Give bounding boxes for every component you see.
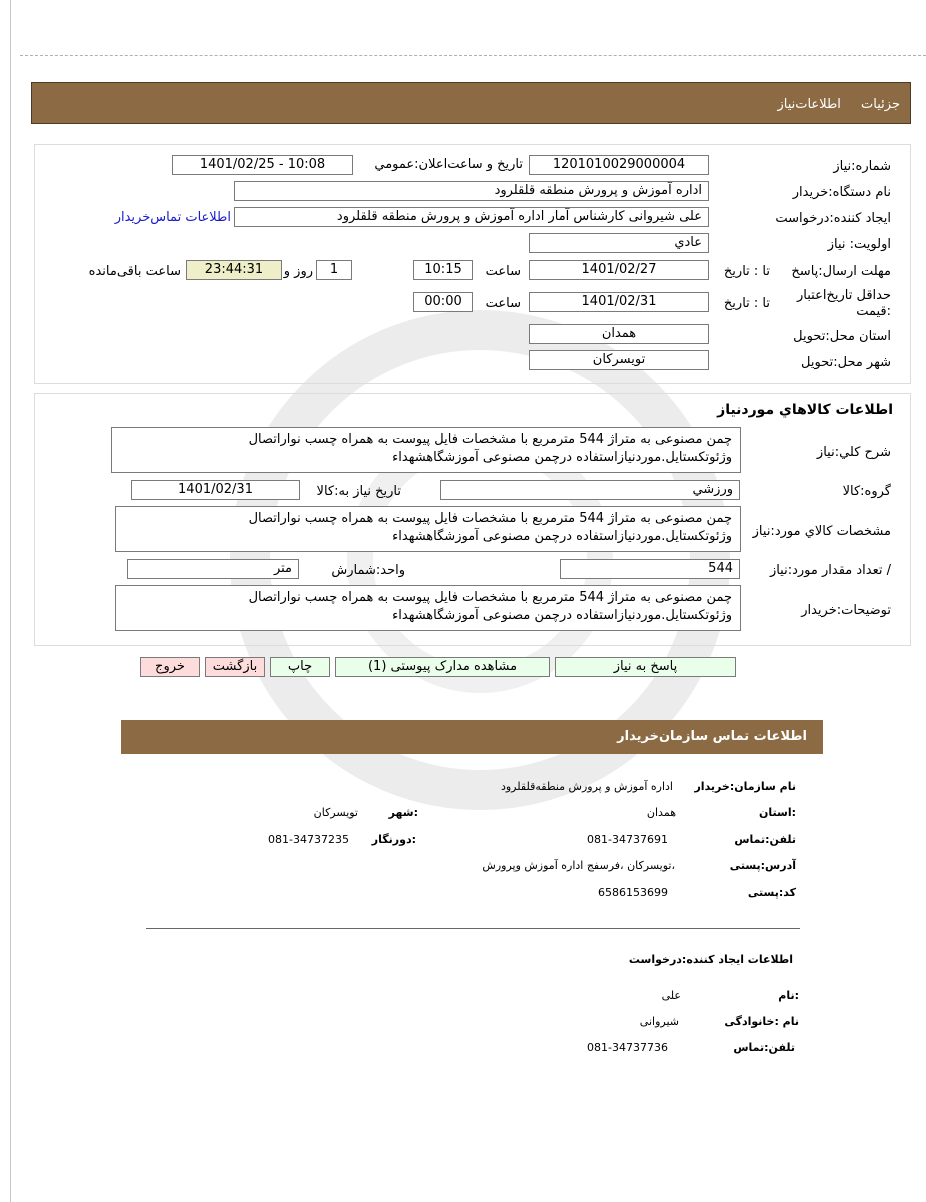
creator-label: ایجاد کننده:درخواست xyxy=(775,211,891,226)
postal-value: 6586153699 xyxy=(598,886,668,899)
attachments-button[interactable]: مشاهده مدارک پیوستی (1) xyxy=(335,657,550,677)
contact-province-label: :استان xyxy=(759,806,796,819)
tab-details[interactable]: جزئیات xyxy=(861,97,900,112)
buyer-notes-field: چمن مصنوعی به متراژ 544 مترمربع با مشخصات فایل پیوست به همراه چسب نواراتصال وژئوتکستایل.موردنیازاستفاده درچمن مصنوعی آموزشگاهشهداء xyxy=(115,585,741,631)
requester-phone-value: 081-34737736 xyxy=(587,1041,668,1054)
buyer-field: اداره آموزش و پرورش منطقه قلقلرود xyxy=(234,181,709,201)
deadline-date-field: 1401/02/27 xyxy=(529,260,709,280)
validity-label: حداقل تاریخ‌اعتبار :قیمت xyxy=(797,288,891,319)
announce-field: 1401/02/25 - 10:08 xyxy=(172,155,353,175)
org-label: نام سازمان:خریدار xyxy=(694,780,796,793)
requester-section-title: اطلاعات ایجاد کننده:درخواست xyxy=(628,953,793,966)
left-border-line xyxy=(10,0,11,1202)
deadline-label: مهلت ارسال:پاسخ xyxy=(791,264,891,279)
unit-field: متر xyxy=(127,559,299,579)
requester-name-label: :نام xyxy=(778,989,799,1002)
validity-to-date-label: تا : تاریخ xyxy=(723,296,770,311)
spec-label: مشخصات کالاي مورد:نیاز xyxy=(752,524,891,539)
section-divider xyxy=(146,928,800,929)
address-label: آدرس:پستی xyxy=(729,859,796,872)
requester-phone-label: تلفن:تماس xyxy=(733,1041,795,1054)
qty-field: 544 xyxy=(560,559,740,579)
general-desc-label: شرح کلي:نیاز xyxy=(816,445,891,460)
print-button[interactable]: چاپ xyxy=(270,657,330,677)
address-value: ،تویسرکان ،فرسفج اداره آموزش وپرورش xyxy=(482,859,675,872)
need-date-label: تاریخ نیاز به:کالا xyxy=(316,484,401,499)
contact-phone-label: تلفن:تماس xyxy=(734,833,796,846)
back-button[interactable]: بازگشت xyxy=(205,657,265,677)
remaining-time-field: 23:44:31 xyxy=(186,260,282,280)
group-field: ورزشي xyxy=(440,480,740,500)
exit-button[interactable]: خروج xyxy=(140,657,200,677)
fax-value: 081-34737235 xyxy=(268,833,349,846)
org-value: اداره آموزش و پرورش منطقه‌قلقلرود xyxy=(500,780,673,793)
validity-time-label: ساعت xyxy=(485,296,521,311)
goods-section-title: اطلاعات کالاهاي موردنیاز xyxy=(717,402,893,418)
buyer-contact-link[interactable]: اطلاعات تماس‌خریدار xyxy=(114,210,231,225)
need-date-field: 1401/02/31 xyxy=(131,480,300,500)
city-field: تویسرکان xyxy=(529,350,709,370)
contact-phone-value: 081-34737691 xyxy=(587,833,668,846)
need-number-label: شماره:نیاز xyxy=(833,159,891,174)
validity-date-field: 1401/02/31 xyxy=(529,292,709,312)
reply-button[interactable]: پاسخ به نیاز xyxy=(555,657,736,677)
announce-label: تاریخ و ساعت‌اعلان:عمومي xyxy=(374,157,523,172)
days-field: 1 xyxy=(316,260,352,280)
deadline-time-label: ساعت xyxy=(485,264,521,279)
contact-section-title: اطلاعات تماس سازمان‌خریدار xyxy=(617,729,807,744)
remaining-label: ساعت باقی‌مانده xyxy=(88,264,181,279)
spec-field: چمن مصنوعی به متراژ 544 مترمربع با مشخصات فایل پیوست به همراه چسب نواراتصال وژئوتکستایل.موردنیازاستفاده درچمن مصنوعی آموزشگاهشهداء xyxy=(115,506,741,552)
deadline-to-date-label: تا : تاریخ xyxy=(723,264,770,279)
unit-label: واحد:شمارش xyxy=(331,563,405,578)
general-desc-field: چمن مصنوعی به متراژ 544 مترمربع با مشخصات فایل پیوست به همراه چسب نواراتصال وژئوتکستایل.موردنیازاستفاده درچمن مصنوعی آموزشگاهشهداء xyxy=(111,427,741,473)
priority-label: اولویت: نیاز xyxy=(827,237,891,252)
header-bar xyxy=(31,82,911,124)
need-number-field: 1201010029000004 xyxy=(529,155,709,175)
days-label: روز و xyxy=(283,264,313,279)
group-label: گروه:کالا xyxy=(842,484,891,499)
province-field: همدان xyxy=(529,324,709,344)
tab-need-info[interactable]: اطلاعات‌نیاز xyxy=(777,97,841,112)
deadline-time-field: 10:15 xyxy=(413,260,473,280)
buyer-label: نام دستگاه:خریدار xyxy=(792,185,891,200)
buyer-notes-label: توضیحات:خریدار xyxy=(801,603,891,618)
city-label: شهر محل:تحویل xyxy=(801,355,891,370)
creator-field: علی شیروانی کارشناس آمار اداره آموزش و پرورش منطقه قلقلرود xyxy=(234,207,709,227)
contact-city-value: تویسرکان xyxy=(313,806,358,819)
requester-family-value: شیروانی xyxy=(639,1015,679,1028)
validity-time-field: 00:00 xyxy=(413,292,473,312)
contact-city-label: :شهر xyxy=(388,806,418,819)
requester-name-value: علی xyxy=(661,989,681,1002)
province-label: استان محل:تحویل xyxy=(793,329,891,344)
priority-field: عادي xyxy=(529,233,709,253)
top-divider xyxy=(20,55,926,56)
fax-label: :دورنگار xyxy=(371,833,416,846)
contact-province-value: همدان xyxy=(646,806,676,819)
contact-section-bar xyxy=(121,720,823,754)
postal-label: کد:پستی xyxy=(747,886,796,899)
requester-family-label: نام :خانوادگی xyxy=(724,1015,799,1028)
qty-label: / تعداد مقدار مورد:نیاز xyxy=(769,563,891,578)
